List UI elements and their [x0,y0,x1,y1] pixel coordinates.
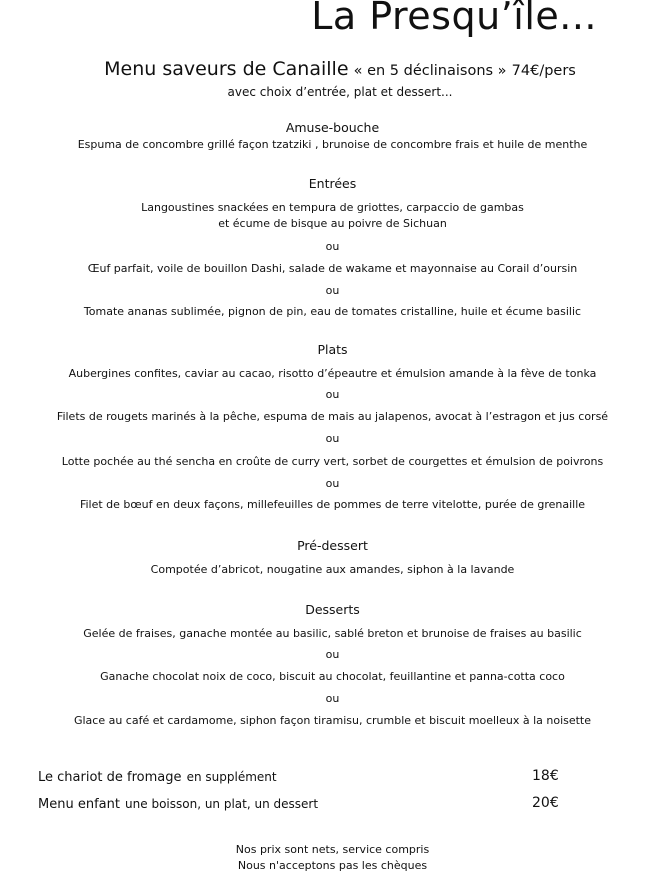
section-heading-desserts: Desserts [305,602,360,617]
extra-kids-label: Menu enfant [38,797,120,812]
plat-separator-1: ou [325,388,340,401]
entree-separator-2: ou [325,284,340,297]
pre-dessert-dish: Compotée d’abricot, nougatine aux amandes, siphon à la lavande [150,563,515,576]
extra-cheese-label: Le chariot de fromage [38,770,182,785]
plat-dish-2: Filets de rougets marinés à la pêche, espuma de mais au jalapenos, avocat à l’estragon et jus corsé [56,410,609,423]
footer-line-1: Nos prix sont nets, service compris [235,843,430,856]
entree-dish-3: Tomate ananas sublimée, pignon de pin, eau de tomates cristalline, huile et écume basilic [83,305,582,318]
amuse-bouche-dish: Espuma de concombre grillé façon tzatziki , brunoise de concombre frais et huile de menthe [77,138,588,151]
extra-kids-row [38,793,578,813]
plat-separator-2: ou [325,432,340,445]
section-heading-pre-dessert: Pré-dessert [297,538,368,553]
entree-dish-1-line-2: et écume de bisque au poivre de Sichuan [218,217,447,230]
entree-dish-1-line-1: Langoustines snackées en tempura de griottes, carpaccio de gambas [141,201,524,214]
footer-line-2: Nous n'acceptons pas les chèques [237,859,428,872]
restaurant-title: La Presqu’île... [311,0,597,38]
dessert-dish-1: Gelée de fraises, ganache montée au basilic, sablé breton et brunoise de fraises au basilic [83,627,582,640]
entree-separator-1: ou [325,240,340,253]
dessert-separator-2: ou [325,692,340,705]
section-heading-amuse-bouche: Amuse-bouche [285,120,380,135]
menu-price: 74€/pers [511,63,576,79]
plat-dish-1: Aubergines confites, caviar au cacao, risotto d’épeautre et émulsion amande à la fève de tonka [68,367,597,380]
plat-separator-3: ou [325,477,340,490]
menu-name: Menu saveurs de Canaille [104,58,349,80]
extra-kids-detail: une boisson, un plat, un dessert [125,797,319,811]
menu-title [0,56,665,84]
entree-dish-2: Œuf parfait, voile de bouillon Dashi, salade de wakame et mayonnaise au Corail d’oursin [87,262,578,275]
dessert-dish-2: Ganache chocolat noix de coco, biscuit au chocolat, feuillantine et panna-cotta coco [100,670,565,683]
extra-cheese-detail: en supplément [186,770,277,784]
extra-cheese-price: 18€ [532,768,559,784]
menu-choice-note: avec choix d’entrée, plat et dessert... [227,85,453,99]
menu-declinaisons: « en 5 déclinaisons » [353,63,507,79]
section-heading-entrees: Entrées [308,176,357,191]
extra-cheese-row [38,766,578,786]
dessert-dish-3: Glace au café et cardamome, siphon façon tiramisu, crumble et biscuit moelleux à la noisette [73,714,592,727]
extra-kids-price: 20€ [532,795,559,811]
plat-dish-3: Lotte pochée au thé sencha en croûte de curry vert, sorbet de courgettes et émulsion de poivrons [61,455,604,468]
dessert-separator-1: ou [325,648,340,661]
section-heading-plats: Plats [317,342,348,357]
plat-dish-4: Filet de bœuf en deux façons, millefeuilles de pommes de terre vitelotte, purée de grenaille [79,498,586,511]
